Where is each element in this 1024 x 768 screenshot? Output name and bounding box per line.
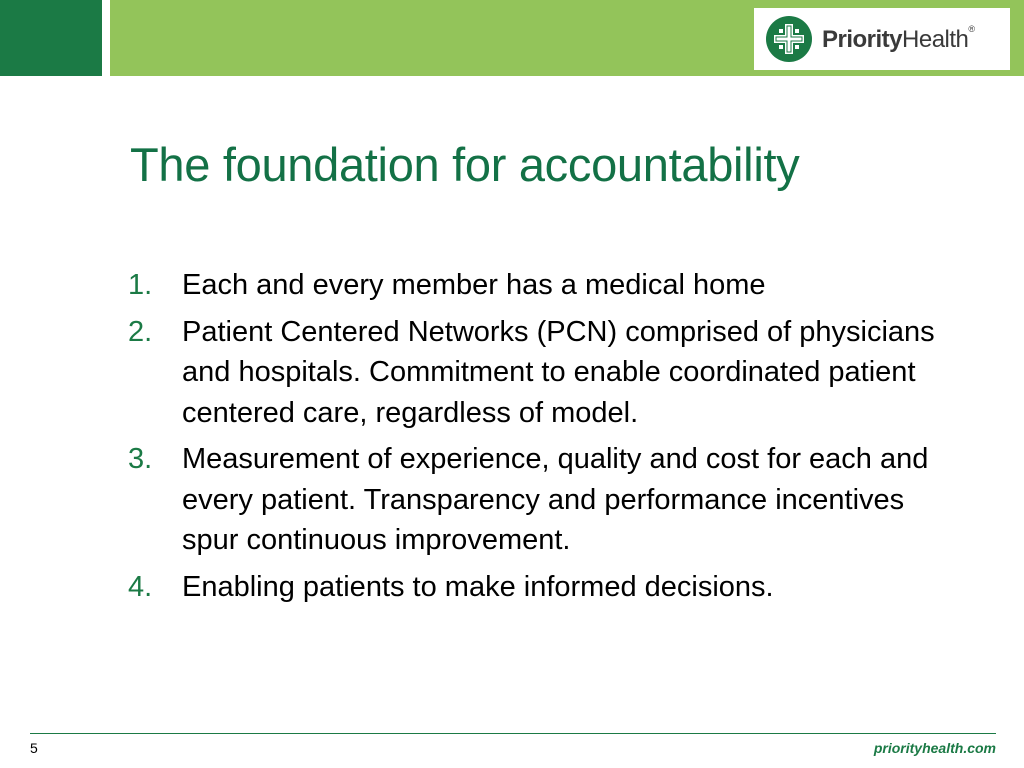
list-item (128, 312, 948, 434)
list-item (128, 265, 948, 306)
list-item-text: Measurement of experience, quality and cost for each and every patient. Transparency and performance incentives spur continuous improvement. (182, 443, 929, 556)
list-item-number: 1. (128, 269, 153, 301)
page-number: 5 (30, 740, 38, 756)
list-item-number: 4. (128, 570, 153, 603)
footer-divider (30, 733, 996, 734)
logo-trademark: ® (968, 24, 975, 34)
logo-brand-regular: Health (902, 26, 969, 53)
list-item-number: 3. (128, 443, 153, 475)
priority-health-logo-mark-icon (765, 15, 813, 63)
footer-website-url: priorityhealth.com (873, 740, 996, 756)
priority-health-logo (754, 8, 1010, 70)
list-item-number: 2. (128, 315, 153, 348)
logo-brand-bold: Priority (822, 26, 903, 53)
header-bar-dark (0, 0, 102, 76)
list-item (128, 567, 948, 608)
list-item-text: Patient Centered Networks (PCN) comprised of physicians and hospitals. Commitment to enable coordinated patient centered care, regardless of model. (182, 315, 935, 429)
accountability-list (128, 265, 948, 613)
list-item-text: Each and every member has a medical home (182, 269, 766, 301)
logo-wordmark (822, 26, 975, 54)
list-item-text: Enabling patients to make informed decisions. (182, 570, 774, 603)
slide-title: The foundation for accountability (130, 138, 800, 191)
list-item (128, 439, 948, 561)
